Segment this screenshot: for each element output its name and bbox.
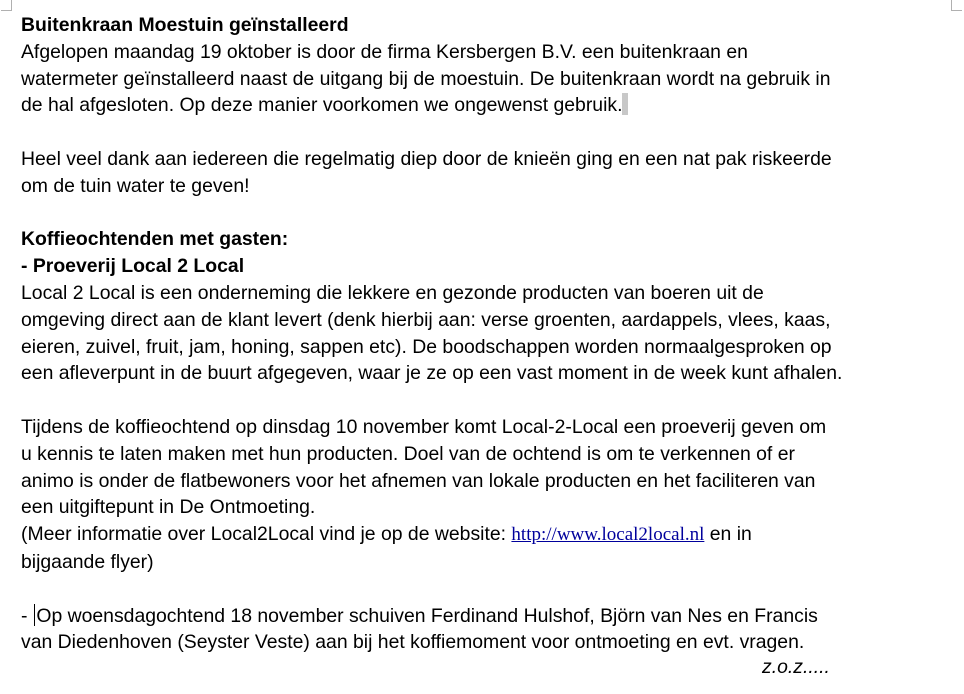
text-line: Local 2 Local is een onderneming die lekkere en gezonde producten van boeren uit de: [21, 281, 764, 304]
paragraph-gap: [21, 576, 951, 603]
text-line: eieren, zuivel, fruit, jam, honing, sappen etc). De boodschappen worden normaalgesproken op: [21, 335, 832, 358]
document-body[interactable]: [21, 12, 951, 656]
section-heading-buitenkraan: Buitenkraan Moestuin geïnstalleerd: [21, 14, 349, 36]
text-line: [21, 521, 951, 549]
website-link[interactable]: http://www.local2local.nl: [511, 524, 705, 546]
text-line: omgeving direct aan de klant levert (denk hierbij aan: verse groenten, aardappels, vlees, kaas,: [21, 308, 831, 331]
text-line: bijgaande flyer): [21, 550, 154, 573]
text-span: Op woensdagochtend 18 november schuiven Ferdinand Hulshof, Björn van Nes en Francis: [36, 604, 818, 627]
text-selection-highlight: [622, 93, 628, 115]
paragraph-gap: [21, 119, 951, 146]
text-line: Tijdens de koffieochtend op dinsdag 10 november komt Local-2-Local een proeverij geven om: [21, 415, 827, 438]
page-corner-mark-top-right: [951, 0, 962, 11]
text-line: van Diedenhoven (Seyster Veste) aan bij het koffiemoment voor ontmoeting en evt. vragen.: [21, 631, 805, 654]
subheading-proeverij: - Proeverij Local 2 Local: [21, 255, 245, 278]
text-line: animo is onder de flatbewoners voor het afnemen van lokale producten en het faciliteren van: [21, 469, 816, 492]
text-line: Afgelopen maandag 19 oktober is door de firma Kersbergen B.V. een buitenkraan en: [21, 40, 748, 63]
text-line: [21, 603, 951, 630]
paragraph-gap: [21, 387, 951, 414]
page-turn-note: z.o.z.....: [762, 656, 830, 678]
text-line: om de tuin water te geven!: [21, 174, 250, 197]
page-corner-mark-top-left: [1, 0, 12, 11]
text-span: de hal afgesloten. Op deze manier voorkomen we ongewenst gebruik.: [21, 94, 623, 117]
text-line: een uitgiftepunt in De Ontmoeting.: [21, 496, 316, 519]
section-heading-koffieochtenden: Koffieochtenden met gasten:: [21, 228, 289, 251]
text-span: -: [21, 604, 33, 627]
text-span: en in: [704, 523, 752, 546]
text-line: een afleverpunt in de buurt afgegeven, waar je ze op een vast moment in de week kunt afhalen.: [21, 362, 843, 385]
text-line: u kennis te laten maken met hun producten. Doel van de ochtend is om te verkennen of er: [21, 442, 795, 465]
text-line: Heel veel dank aan iedereen die regelmatig diep door de knieën ging en een nat pak riskeerde: [21, 147, 832, 170]
text-span: (Meer informatie over Local2Local vind je op de website:: [21, 523, 512, 546]
paragraph-gap: [21, 200, 951, 227]
text-line: watermeter geïnstalleerd naast de uitgang bij de moestuin. De buitenkraan wordt na gebruik in: [21, 67, 831, 90]
text-line: [21, 92, 951, 119]
